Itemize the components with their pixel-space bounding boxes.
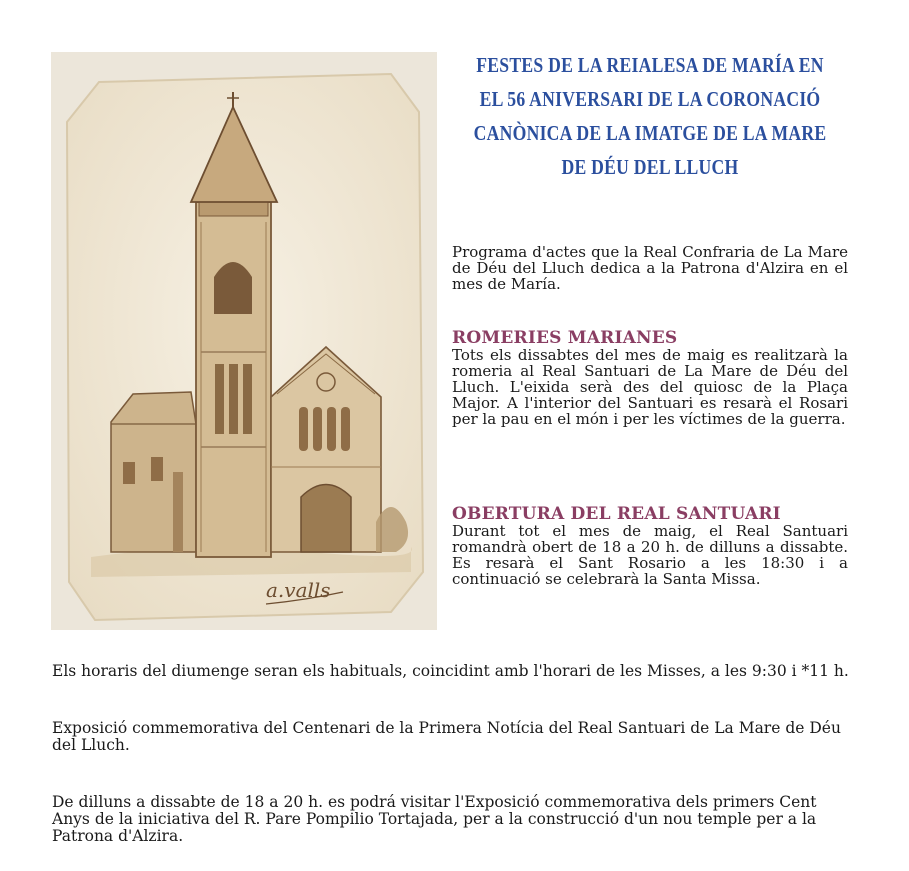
artist-signature: a.valls — [266, 578, 331, 602]
intro-text-block — [452, 244, 848, 292]
intro-paragraph: Programa d'actes que la Real Confraria de La Mare de Déu del Lluch dedica a la Patrona d'Alzira en el mes de María. — [452, 243, 848, 293]
section-romeries — [452, 329, 848, 427]
church-sketch-illustration — [51, 52, 437, 630]
exhibition-hours-paragraph — [52, 794, 852, 845]
paragraph-text: Els horaris del diumenge seran els habituals, coincidint amb l'horari de les Misses, a les 9:30 i *11 h. — [52, 662, 849, 680]
section-heading: ROMERIES MARIANES — [452, 328, 678, 348]
paragraph-text: De dilluns a dissabte de 18 a 20 h. es podrá visitar l'Exposició commemorativa dels primers Cent Anys de la iniciativa del R. Pare Pompilio Tortajada, per a la construcció d'un nou temple per a la Patrona d'Alzira. — [52, 793, 817, 845]
section-body: Durant tot el mes de maig, el Real Santuari romandrà obert de 18 a 20 h. de dilluns a dissabte. Es resarà el Sant Rosario a les 18:30 i a continuació se celebrarà la Santa Missa. — [452, 522, 848, 588]
sunday-schedule-paragraph — [52, 663, 852, 680]
section-obertura — [452, 505, 848, 587]
exhibition-title-paragraph — [52, 720, 852, 754]
paragraph-text: Exposició commemorativa del Centenari de la Primera Notícia del Real Santuari de La Mare de Déu del Lluch. — [52, 719, 841, 754]
page-title: FESTES DE LA REIALESA DE MARÍA EN EL 56 ANIVERSARI DE LA CORONACIÓ CANÒNICA DE LA IMATGE DE LA MARE DE DÉU DEL LLUCH — [473, 53, 827, 179]
section-body: Tots els dissabtes del mes de maig es realitzarà la romeria al Real Santuari de La Mare de Déu del Lluch. L'eixida serà des del quiosc de la Plaça Major. A l'interior del Santuari es resarà el Rosari per la pau en el món i per les víctimes de la guerra. — [452, 346, 848, 428]
section-heading: OBERTURA DEL REAL SANTUARI — [452, 504, 781, 524]
